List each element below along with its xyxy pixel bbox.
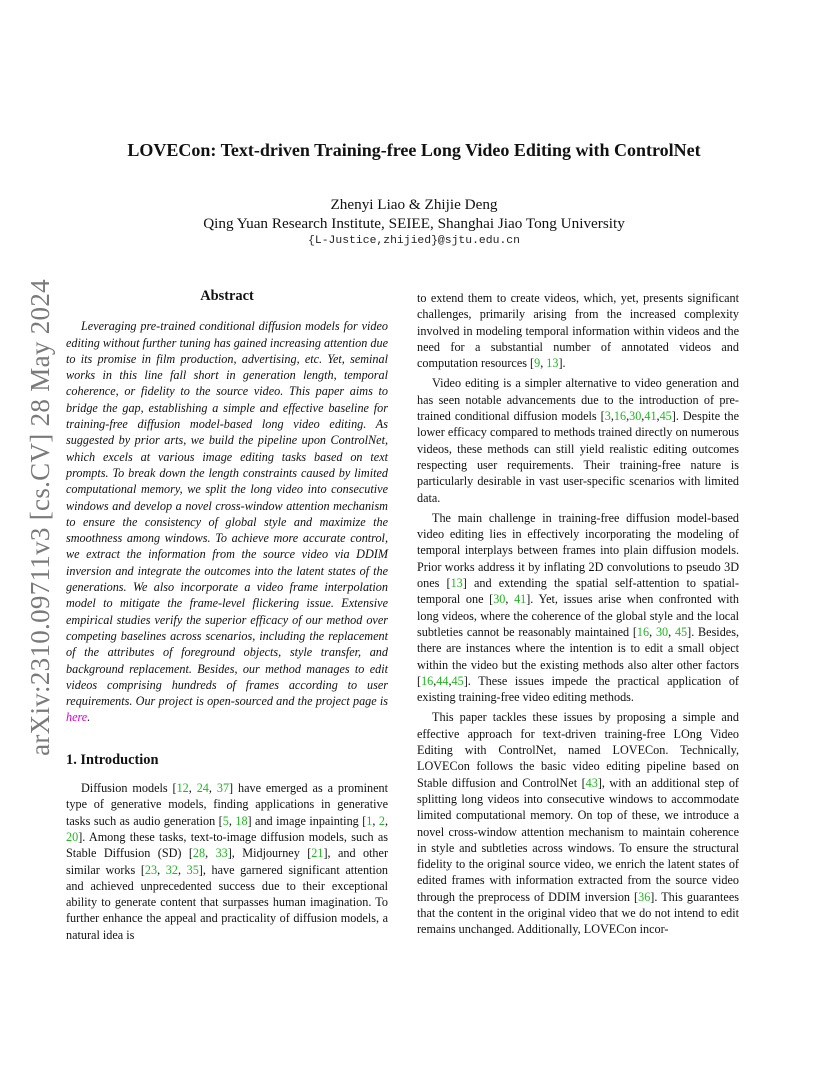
citation-link[interactable]: 36 xyxy=(638,889,651,904)
author-email: {L-Justice,zhijied}@sjtu.edu.cn xyxy=(308,235,520,247)
citation-link[interactable]: 30 xyxy=(655,624,669,639)
citation-link[interactable]: 5 xyxy=(222,813,229,828)
project-page-link[interactable]: here xyxy=(66,710,88,725)
left-column xyxy=(66,288,388,947)
citation-link[interactable]: 37 xyxy=(216,781,230,796)
citation-link[interactable]: 21 xyxy=(311,846,324,861)
citation-link[interactable]: 30 xyxy=(629,409,642,424)
citation-link[interactable]: 13 xyxy=(546,356,559,371)
citation-link[interactable]: 20 xyxy=(66,829,79,844)
citation-link[interactable]: 33 xyxy=(215,846,228,861)
citation-link[interactable]: 2 xyxy=(378,813,385,828)
paper-title: LOVECon: Text-driven Training-free Long Video Editing with ControlNet xyxy=(127,140,701,160)
citation-link[interactable]: 23 xyxy=(144,862,158,877)
citation-link[interactable]: 18 xyxy=(235,813,248,828)
citation-link[interactable]: 41 xyxy=(514,592,527,607)
citation-link[interactable]: 44 xyxy=(436,673,449,688)
citation-link[interactable]: 45 xyxy=(659,409,672,424)
citation-link[interactable]: 16 xyxy=(636,624,650,639)
citation-link[interactable]: 30 xyxy=(493,592,506,607)
citation-link[interactable]: 16 xyxy=(421,673,434,688)
citation-link[interactable]: 3 xyxy=(604,409,611,424)
citation-link[interactable]: 12 xyxy=(176,781,189,796)
citation-link[interactable]: 45 xyxy=(451,673,464,688)
citation-link[interactable]: 35 xyxy=(186,862,199,877)
arxiv-stamp xyxy=(20,272,60,762)
citation-link[interactable]: 24 xyxy=(196,781,209,796)
citation-link[interactable]: 13 xyxy=(450,576,463,591)
abstract-body xyxy=(66,318,388,725)
citation-link[interactable]: 28 xyxy=(192,846,206,861)
intro-paragraph: to extend them to create videos, which, yet, presents significant challenges, primarily arising from the increased complexity involved in modeling temporal information within videos and the need for a substantial number of annotated videos and computation resources [9, 13]. xyxy=(417,291,739,371)
section-heading-introduction: 1. Introduction xyxy=(66,751,159,768)
abstract-heading: Abstract xyxy=(200,288,254,304)
intro-paragraph: Video editing is a simpler alternative to video generation and has seen notable advancements due to the introduction of pre-trained conditional diffusion models [3,16,30,41,45]. Despite the lower efficacy compared to methods trained directly on numerous videos, these methods can still yield realistic editing outcomes respecting user requirements. Their training-free nature is particularly desirable in vast user-specific scenarios with limited data. xyxy=(417,376,739,505)
intro-paragraph: The main challenge in training-free diffusion model-based video editing lies in effectively incorporating the modeling of temporal interplays between frames into plain diffusion models. Prior works address it by inflating 2D convolutions to pseudo 3D ones [13] and extending the spatial self-attention to spatial-temporal one [30, 41]. Yet, issues arise when confronted with long videos, where the coherence of the global style and the local subtleties cannot be reasonably maintained [16, 30, 45]. Besides, there are instances where the intention is to edit a small object within the video but the existing methods also alter other factors [16,44,45]. These issues impede the practical application of existing training-free video editing methods. xyxy=(417,510,739,705)
arxiv-stamp-text: arXiv:2310.09711v3 [cs.CV] 28 May 2024 xyxy=(24,278,55,756)
citation-link[interactable]: 32 xyxy=(165,862,178,877)
right-column xyxy=(417,290,739,942)
citation-link[interactable]: 45 xyxy=(674,624,688,639)
author-affiliation: Qing Yuan Research Institute, SEIEE, Shanghai Jiao Tong University xyxy=(203,214,625,232)
author-block xyxy=(0,196,828,233)
intro-paragraph: This paper tackles these issues by proposing a simple and effective approach for text-driven training-free LOng Video Editing with ControlNet, named LOVECon. Technically, LOVECon follows the basic video editing pipeline based on Stable diffusion and ControlNet [43], with an additional step of splitting long videos into consecutive windows to accommodate limited computational memory. On top of these, we introduce a novel cross-window attention mechanism to maintain coherence in style and subtleties across windows. To ensure the structural fidelity to the original source video, we enrich the latent states of edited frames with information extracted from the source video through the preprocess of DDIM inversion [36]. This guarantees that the content in the original video that we do not intend to edit remains unchanged. Additionally, LOVECon incor- xyxy=(417,710,739,937)
citation-link[interactable]: 1 xyxy=(366,813,373,828)
citation-link[interactable]: 41 xyxy=(644,409,657,424)
citation-link[interactable]: 16 xyxy=(613,409,627,424)
abstract-text: Leveraging pre-trained conditional diffusion models for video editing without further tuning has gained increasing attention due to its promise in film production, advertising, etc. Yet, seminal works in this line fall short in generation length, temporal coherence, or fidelity to the source video. This paper aims to bridge the gap, establishing a simple and effective baseline for training-free diffusion model-based long video editing. As suggested by prior arts, we build the pipeline upon ControlNet, which excels at various image editing tasks based on text prompts. To break down the length constraints caused by limited computational memory, we split the long video into consecutive windows and develop a novel cross-window attention mechanism to ensure the consistency of global style and maximize the smoothness among windows. To achieve more accurate control, we extract the information from the source video via DDIM inversion and integrate the outcomes into the latent states of the generations. We also incorporate a video frame interpolation model to mitigate the frame-level flickering issue. Extensive empirical studies verify the superior efficacy of our method over competing baselines across scenarios, including the replacement of the attributes of foreground objects, style transfer, and background replacement. Besides, our method manages to edit videos comprising hundreds of frames according to user requirements. Our project is open-sourced and the project page is xyxy=(66,319,388,709)
intro-paragraph: Diffusion models [12, 24, 37] have emerged as a prominent type of generative models, finding applications in generative tasks such as audio generation [5, 18] and image inpainting [1, 2, 20]. Among these tasks, text-to-image diffusion models, such as Stable Diffusion (SD) [28, 33], Midjourney [21], and other similar works [23, 32, 35], have garnered significant attention and achieved unprecedented success due to their exceptional ability to generate content that surpasses human imagination. To further enhance the appeal and practicality of diffusion models, a natural idea is xyxy=(66,781,389,942)
citation-link[interactable]: 43 xyxy=(585,775,598,790)
abstract-end: . xyxy=(87,710,91,725)
citation-link[interactable]: 9 xyxy=(534,356,541,371)
author-names: Zhenyi Liao & Zhijie Deng xyxy=(330,196,498,213)
